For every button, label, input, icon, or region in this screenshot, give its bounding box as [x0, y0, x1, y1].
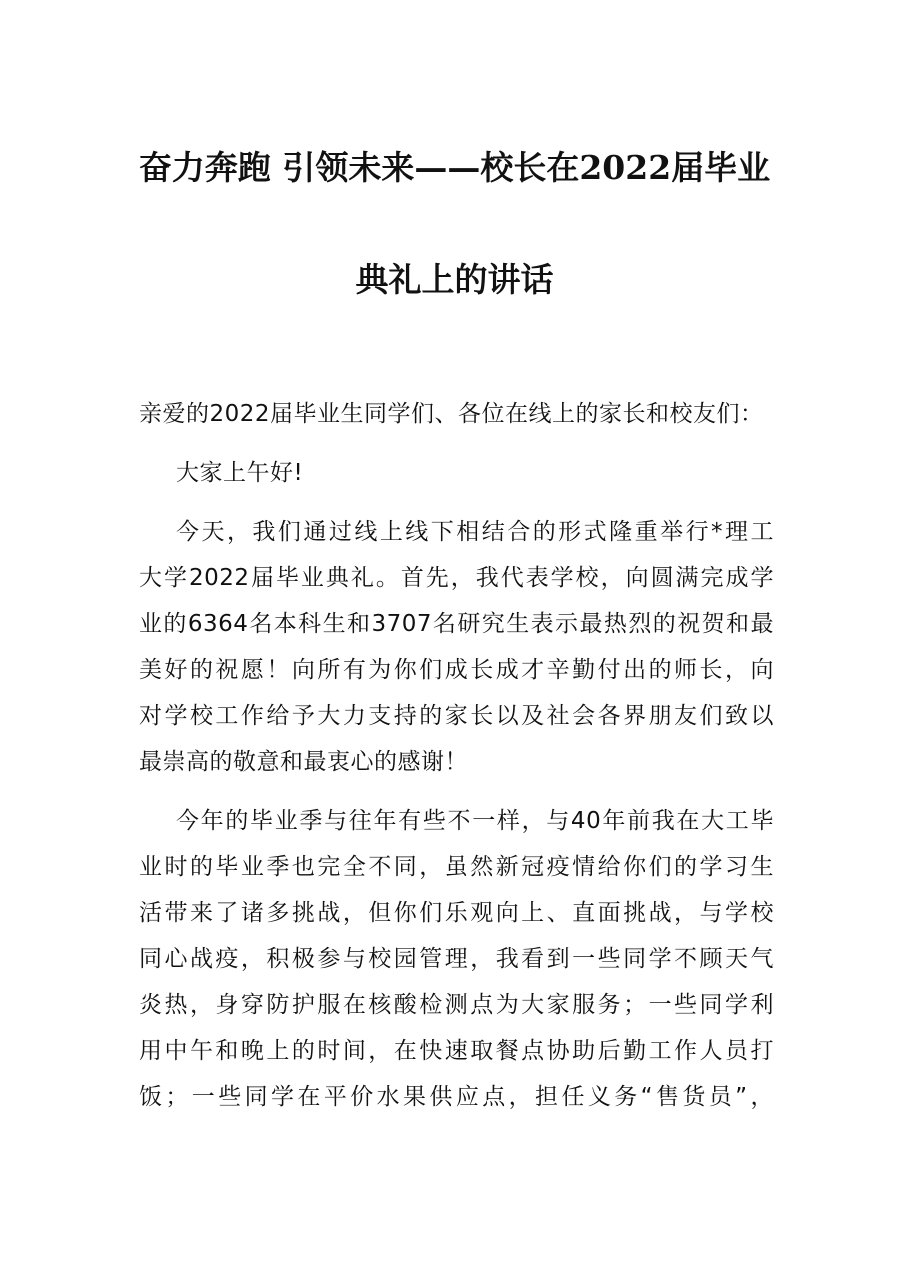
paragraph-2	[139, 798, 774, 1120]
paragraph-1	[139, 509, 774, 785]
document-body	[139, 391, 774, 1120]
paragraph-2-line: 饭；一些同学在平价水果供应点，担任义务“售货员”，	[139, 1084, 774, 1110]
salutation: 亲爱的2022届毕业生同学们、各位在线上的家长和校友们：	[139, 401, 764, 427]
paragraph-2-line: 活带来了诸多挑战，但你们乐观向上、直面挑战，与学校	[139, 900, 774, 926]
paragraph-2-line: 炎热，身穿防护服在核酸检测点为大家服务；一些同学利	[139, 992, 774, 1018]
paragraph-1-line: 大学2022届毕业典礼。首先，我代表学校，向圆满完成学	[139, 565, 774, 591]
paragraph-1-line: 今天，我们通过线上线下相结合的形式隆重举行*理工	[176, 519, 774, 545]
paragraph-1-line: 对学校工作给予大力支持的家长以及社会各界朋友们致以	[139, 703, 774, 729]
paragraph-1-line: 业的6364名本科生和3707名研究生表示最热烈的祝贺和最	[139, 611, 774, 637]
paragraph-2-line: 业时的毕业季也完全不同，虽然新冠疫情给你们的学习生	[139, 854, 774, 880]
paragraph-1-line: 美好的祝愿！向所有为你们成长成才辛勤付出的师长，向	[139, 657, 774, 683]
paragraph-1-line: 最崇高的敬意和最衷心的感谢！	[139, 749, 468, 775]
paragraph-2-line: 同心战疫，积极参与校园管理，我看到一些同学不顾天气	[139, 946, 774, 972]
paragraph-2-line: 用中午和晚上的时间，在快速取餐点协助后勤工作人员打	[139, 1038, 774, 1064]
document-title-line-2: 典礼上的讲话	[355, 260, 554, 299]
greeting: 大家上午好!	[176, 460, 304, 486]
document-title-line-1: 奋力奔跑 引领未来——校长在2022届毕业	[138, 148, 771, 187]
paragraph-2-line: 今年的毕业季与往年有些不一样，与40年前我在大工毕	[176, 808, 774, 834]
